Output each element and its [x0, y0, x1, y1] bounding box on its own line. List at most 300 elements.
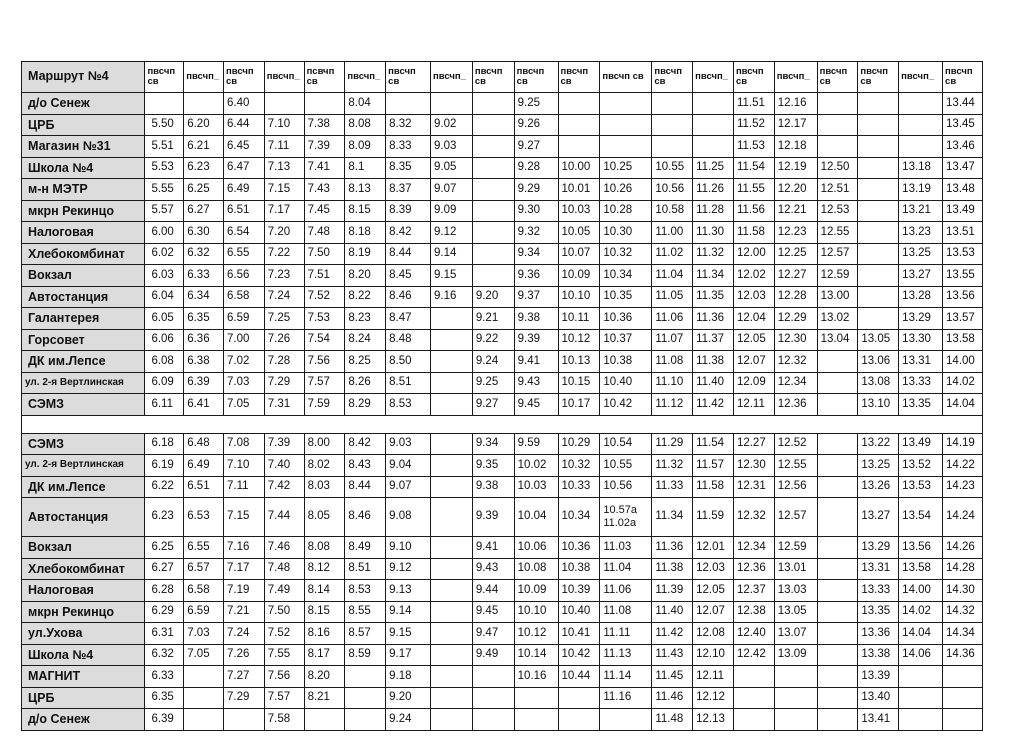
time-cell: 11.08	[600, 601, 652, 623]
time-cell: 6.25	[145, 537, 184, 559]
time-cell: 6.05	[145, 308, 184, 330]
table-row	[22, 455, 983, 477]
time-cell: 10.16	[514, 666, 558, 688]
table-row	[22, 644, 983, 666]
time-cell: 7.13	[264, 157, 304, 179]
time-cell: 10.39	[558, 580, 600, 602]
time-cell: 6.33	[145, 666, 184, 688]
time-cell: 6.28	[145, 580, 184, 602]
time-cell: 9.08	[386, 498, 431, 537]
time-cell: 7.46	[264, 537, 304, 559]
time-cell	[817, 644, 858, 666]
time-cell: 13.48	[943, 179, 983, 201]
column-header: пвсчп св	[733, 62, 774, 93]
time-cell: 7.31	[264, 394, 304, 416]
time-cell: 11.54	[733, 157, 774, 179]
time-cell	[817, 455, 858, 477]
time-cell: 9.34	[514, 243, 558, 265]
time-cell: 13.02	[817, 308, 858, 330]
time-cell: 6.20	[184, 114, 224, 136]
time-cell: 11.38	[693, 351, 734, 373]
time-cell: 11.40	[652, 601, 693, 623]
time-cell	[345, 687, 386, 709]
time-cell: 12.07	[693, 601, 734, 623]
time-cell: 11.16	[600, 687, 652, 709]
time-cell: 12.55	[774, 455, 817, 477]
column-header: пвсчп_	[693, 62, 734, 93]
time-cell: 9.59	[514, 433, 558, 455]
time-cell	[431, 455, 473, 477]
time-cell: 11.46	[652, 687, 693, 709]
stop-name: ДК им.Лепсе	[22, 351, 145, 373]
time-cell: 12.34	[774, 372, 817, 394]
time-cell	[600, 709, 652, 731]
time-cell: 6.35	[184, 308, 224, 330]
time-cell: 7.05	[223, 394, 264, 416]
time-cell	[817, 623, 858, 645]
time-cell: 8.59	[345, 644, 386, 666]
time-cell: 13.01	[774, 558, 817, 580]
column-header: пвсчп св	[472, 62, 514, 93]
table-row	[22, 687, 983, 709]
time-cell: 8.08	[304, 537, 345, 559]
time-cell: 9.09	[431, 200, 473, 222]
time-cell: 9.37	[514, 286, 558, 308]
time-cell	[472, 687, 514, 709]
time-cell: 9.41	[472, 537, 514, 559]
time-cell	[817, 394, 858, 416]
time-cell	[817, 687, 858, 709]
time-cell: 11.28	[693, 200, 734, 222]
table-row	[22, 709, 983, 731]
time-cell: 6.59	[184, 601, 224, 623]
time-cell: 8.14	[304, 580, 345, 602]
time-cell	[858, 222, 899, 244]
time-cell: 6.09	[145, 372, 184, 394]
time-cell	[431, 351, 473, 373]
time-cell	[472, 93, 514, 115]
time-cell: 12.12	[693, 687, 734, 709]
time-cell: 9.39	[514, 329, 558, 351]
time-cell: 6.30	[184, 222, 224, 244]
time-cell: 11.39	[652, 580, 693, 602]
table-row	[22, 351, 983, 373]
time-cell: 12.17	[774, 114, 817, 136]
time-cell: 7.50	[304, 243, 345, 265]
time-cell	[514, 687, 558, 709]
time-cell: 9.43	[472, 558, 514, 580]
time-cell: 6.03	[145, 265, 184, 287]
time-cell	[184, 666, 224, 688]
time-cell: 9.32	[514, 222, 558, 244]
time-cell: 14.22	[943, 455, 983, 477]
time-cell	[693, 136, 734, 158]
table-row	[22, 93, 983, 115]
time-cell: 6.49	[223, 179, 264, 201]
time-cell: 14.23	[943, 476, 983, 498]
time-cell: 9.16	[431, 286, 473, 308]
schedule-body	[22, 93, 983, 731]
time-cell	[733, 666, 774, 688]
time-cell: 9.20	[472, 286, 514, 308]
time-cell: 14.28	[943, 558, 983, 580]
time-cell: 8.50	[386, 351, 431, 373]
time-cell: 10.40	[600, 372, 652, 394]
time-cell	[472, 179, 514, 201]
time-cell: 7.24	[223, 623, 264, 645]
time-cell: 10.04	[514, 498, 558, 537]
time-cell: 13.33	[899, 372, 943, 394]
time-cell: 13.54	[899, 498, 943, 537]
time-cell: 8.37	[386, 179, 431, 201]
time-cell: 11.54	[693, 433, 734, 455]
time-cell: 7.16	[223, 537, 264, 559]
time-cell: 9.07	[431, 179, 473, 201]
time-cell	[817, 114, 858, 136]
time-cell: 11.58	[733, 222, 774, 244]
time-cell	[145, 93, 184, 115]
time-cell: 11.43	[652, 644, 693, 666]
time-cell: 8.18	[345, 222, 386, 244]
stop-name: СЭМЗ	[22, 394, 145, 416]
time-cell: 6.55	[223, 243, 264, 265]
time-cell: 12.20	[774, 179, 817, 201]
stop-name: ул.Ухова	[22, 623, 145, 645]
time-cell	[899, 687, 943, 709]
time-cell: 11.34	[652, 498, 693, 537]
column-header: пвсчп_	[184, 62, 224, 93]
time-cell: 9.45	[514, 394, 558, 416]
time-cell	[431, 498, 473, 537]
time-cell	[472, 114, 514, 136]
time-cell: 8.49	[345, 537, 386, 559]
column-header: пвсчп св	[652, 62, 693, 93]
time-cell: 8.00	[304, 433, 345, 455]
time-cell: 13.25	[899, 243, 943, 265]
time-cell: 13.58	[943, 329, 983, 351]
time-cell: 11.36	[652, 537, 693, 559]
time-cell: 11.36	[693, 308, 734, 330]
time-cell: 8.13	[345, 179, 386, 201]
time-cell: 12.36	[774, 394, 817, 416]
time-cell	[899, 93, 943, 115]
time-cell	[817, 498, 858, 537]
stop-name: мкрн Рекинцо	[22, 200, 145, 222]
time-cell: 8.15	[345, 200, 386, 222]
time-cell: 7.56	[264, 666, 304, 688]
time-cell: 10.05	[558, 222, 600, 244]
time-cell	[558, 136, 600, 158]
time-cell	[345, 666, 386, 688]
time-cell: 7.57	[304, 372, 345, 394]
time-cell: 14.02	[943, 372, 983, 394]
time-cell: 10.12	[514, 623, 558, 645]
time-cell: 8.12	[304, 558, 345, 580]
time-cell: 8.45	[386, 265, 431, 287]
stop-name: м-н МЭТР	[22, 179, 145, 201]
time-cell: 9.38	[472, 476, 514, 498]
route-title: Маршрут №4	[22, 62, 145, 93]
time-cell: 11.10	[652, 372, 693, 394]
time-cell: 13.30	[899, 329, 943, 351]
time-cell: 5.50	[145, 114, 184, 136]
time-cell	[899, 136, 943, 158]
time-cell: 12.31	[733, 476, 774, 498]
time-cell: 14.24	[943, 498, 983, 537]
time-cell: 8.09	[345, 136, 386, 158]
stop-name: Горсовет	[22, 329, 145, 351]
stop-name: д/о Сенеж	[22, 93, 145, 115]
time-cell: 13.27	[858, 498, 899, 537]
stop-name: Хлебокомбинат	[22, 243, 145, 265]
time-cell: 10.42	[600, 394, 652, 416]
time-cell: 6.34	[184, 286, 224, 308]
time-cell: 14.02	[899, 601, 943, 623]
time-cell: 13.22	[858, 433, 899, 455]
time-cell	[652, 114, 693, 136]
time-cell: 10.54	[600, 433, 652, 455]
time-cell: 7.10	[264, 114, 304, 136]
time-cell	[304, 709, 345, 731]
time-cell: 11.07	[652, 329, 693, 351]
time-cell: 14.04	[943, 394, 983, 416]
time-cell: 12.05	[693, 580, 734, 602]
time-cell: 12.03	[693, 558, 734, 580]
time-cell: 13.03	[774, 580, 817, 602]
time-cell: 12.05	[733, 329, 774, 351]
table-row	[22, 243, 983, 265]
time-cell: 13.51	[943, 222, 983, 244]
time-cell: 7.15	[264, 179, 304, 201]
time-cell: 13.35	[899, 394, 943, 416]
time-cell: 10.00	[558, 157, 600, 179]
time-cell: 12.29	[774, 308, 817, 330]
time-cell: 6.35	[145, 687, 184, 709]
time-cell	[652, 93, 693, 115]
time-cell: 14.19	[943, 433, 983, 455]
time-cell: 10.30	[600, 222, 652, 244]
time-cell: 12.56	[774, 476, 817, 498]
time-cell: 9.38	[514, 308, 558, 330]
time-cell: 9.25	[472, 372, 514, 394]
time-cell: 10.42	[558, 644, 600, 666]
time-cell: 11.42	[652, 623, 693, 645]
time-cell: 11.53	[733, 136, 774, 158]
table-row	[22, 136, 983, 158]
time-cell: 11.48	[652, 709, 693, 731]
divider-cell	[22, 415, 983, 433]
time-cell	[817, 666, 858, 688]
time-cell: 7.41	[304, 157, 345, 179]
time-cell: 7.17	[264, 200, 304, 222]
table-row	[22, 623, 983, 645]
time-cell: 6.23	[184, 157, 224, 179]
time-cell	[431, 709, 473, 731]
time-cell: 13.31	[899, 351, 943, 373]
time-cell: 9.15	[431, 265, 473, 287]
time-cell: 12.02	[733, 265, 774, 287]
time-cell: 13.05	[774, 601, 817, 623]
time-cell: 8.32	[386, 114, 431, 136]
time-cell: 10.15	[558, 372, 600, 394]
time-cell	[943, 687, 983, 709]
time-cell: 10.29	[558, 433, 600, 455]
time-cell	[472, 157, 514, 179]
table-row	[22, 558, 983, 580]
stop-name: Автостанция	[22, 286, 145, 308]
time-cell	[345, 709, 386, 731]
table-row	[22, 179, 983, 201]
time-cell: 8.22	[345, 286, 386, 308]
time-cell: 8.24	[345, 329, 386, 351]
column-header: пвсчп_	[345, 62, 386, 93]
time-cell: 13.29	[899, 308, 943, 330]
time-cell: 13.41	[858, 709, 899, 731]
time-cell	[184, 709, 224, 731]
table-row	[22, 308, 983, 330]
column-header: пвсчп_	[431, 62, 473, 93]
time-cell: 11.04	[600, 558, 652, 580]
time-cell: 7.44	[264, 498, 304, 537]
time-cell: 7.45	[304, 200, 345, 222]
time-cell	[184, 687, 224, 709]
time-cell: 6.29	[145, 601, 184, 623]
time-cell: 8.19	[345, 243, 386, 265]
time-cell	[472, 136, 514, 158]
stop-name: Школа №4	[22, 157, 145, 179]
table-row	[22, 286, 983, 308]
time-cell: 7.26	[223, 644, 264, 666]
time-cell: 10.36	[600, 308, 652, 330]
time-cell: 7.57	[264, 687, 304, 709]
time-cell: 13.31	[858, 558, 899, 580]
time-cell	[304, 93, 345, 115]
time-cell: 8.16	[304, 623, 345, 645]
time-cell: 8.33	[386, 136, 431, 158]
time-cell: 11.06	[652, 308, 693, 330]
time-cell: 13.38	[858, 644, 899, 666]
time-cell: 9.28	[514, 157, 558, 179]
time-cell: 6.18	[145, 433, 184, 455]
time-cell	[774, 687, 817, 709]
time-cell: 7.52	[304, 286, 345, 308]
time-cell: 8.15	[304, 601, 345, 623]
time-cell: 6.55	[184, 537, 224, 559]
column-header: пвсчп_	[899, 62, 943, 93]
stop-name: ЦРБ	[22, 114, 145, 136]
time-cell	[774, 666, 817, 688]
time-cell: 11.26	[693, 179, 734, 201]
time-cell: 7.27	[223, 666, 264, 688]
time-cell: 11.00	[652, 222, 693, 244]
time-cell: 9.07	[386, 476, 431, 498]
time-cell: 7.05	[184, 644, 224, 666]
stop-name: Хлебокомбинат	[22, 558, 145, 580]
time-cell	[858, 114, 899, 136]
time-cell: 6.51	[223, 200, 264, 222]
time-cell: 13.47	[943, 157, 983, 179]
time-cell: 12.30	[774, 329, 817, 351]
stop-name: ДК им.Лепсе	[22, 476, 145, 498]
time-cell	[431, 433, 473, 455]
time-cell: 7.52	[264, 623, 304, 645]
time-cell: 10.10	[558, 286, 600, 308]
time-cell: 6.54	[223, 222, 264, 244]
time-cell: 12.01	[693, 537, 734, 559]
time-cell: 9.29	[514, 179, 558, 201]
time-cell	[817, 709, 858, 731]
time-cell: 12.57	[817, 243, 858, 265]
time-cell	[558, 709, 600, 731]
time-cell: 11.51	[733, 93, 774, 115]
time-cell: 11.34	[693, 265, 734, 287]
stop-name: Автостанция	[22, 498, 145, 537]
time-cell: 9.25	[514, 93, 558, 115]
time-cell: 6.47	[223, 157, 264, 179]
time-cell: 9.22	[472, 329, 514, 351]
time-cell: 12.19	[774, 157, 817, 179]
time-cell: 13.56	[943, 286, 983, 308]
time-cell: 8.53	[386, 394, 431, 416]
time-cell: 10.09	[558, 265, 600, 287]
time-cell: 13.58	[899, 558, 943, 580]
time-cell: 14.06	[899, 644, 943, 666]
time-cell: 10.56	[652, 179, 693, 201]
stop-name: ул. 2-я Вертлинская	[22, 372, 145, 394]
time-cell: 10.33	[558, 476, 600, 498]
time-cell: 8.20	[304, 666, 345, 688]
stop-name: Вокзал	[22, 265, 145, 287]
column-header: пвсчп св	[558, 62, 600, 93]
time-cell: 6.53	[184, 498, 224, 537]
time-cell: 8.35	[386, 157, 431, 179]
time-cell: 6.57	[184, 558, 224, 580]
time-cell: 12.13	[693, 709, 734, 731]
time-cell: 6.11	[145, 394, 184, 416]
time-cell	[858, 265, 899, 287]
time-cell: 5.51	[145, 136, 184, 158]
time-cell: 11.42	[693, 394, 734, 416]
time-cell: 9.02	[431, 114, 473, 136]
time-cell: 13.26	[858, 476, 899, 498]
table-row	[22, 157, 983, 179]
table-row	[22, 601, 983, 623]
time-cell: 12.16	[774, 93, 817, 115]
time-cell: 9.04	[386, 455, 431, 477]
time-cell: 8.44	[386, 243, 431, 265]
time-cell: 5.57	[145, 200, 184, 222]
time-cell: 8.42	[386, 222, 431, 244]
column-header: пвсчп св	[223, 62, 264, 93]
time-cell: 10.13	[558, 351, 600, 373]
time-cell: 11.32	[693, 243, 734, 265]
time-cell	[431, 687, 473, 709]
time-cell: 12.53	[817, 200, 858, 222]
time-cell: 9.27	[472, 394, 514, 416]
time-cell: 6.32	[145, 644, 184, 666]
table-row	[22, 114, 983, 136]
time-cell: 8.51	[386, 372, 431, 394]
time-cell: 6.58	[223, 286, 264, 308]
time-cell: 13.18	[899, 157, 943, 179]
time-cell	[264, 93, 304, 115]
time-cell: 5.55	[145, 179, 184, 201]
time-cell: 6.06	[145, 329, 184, 351]
time-cell: 7.28	[264, 351, 304, 373]
time-cell	[431, 644, 473, 666]
time-cell	[858, 286, 899, 308]
time-cell: 14.00	[899, 580, 943, 602]
